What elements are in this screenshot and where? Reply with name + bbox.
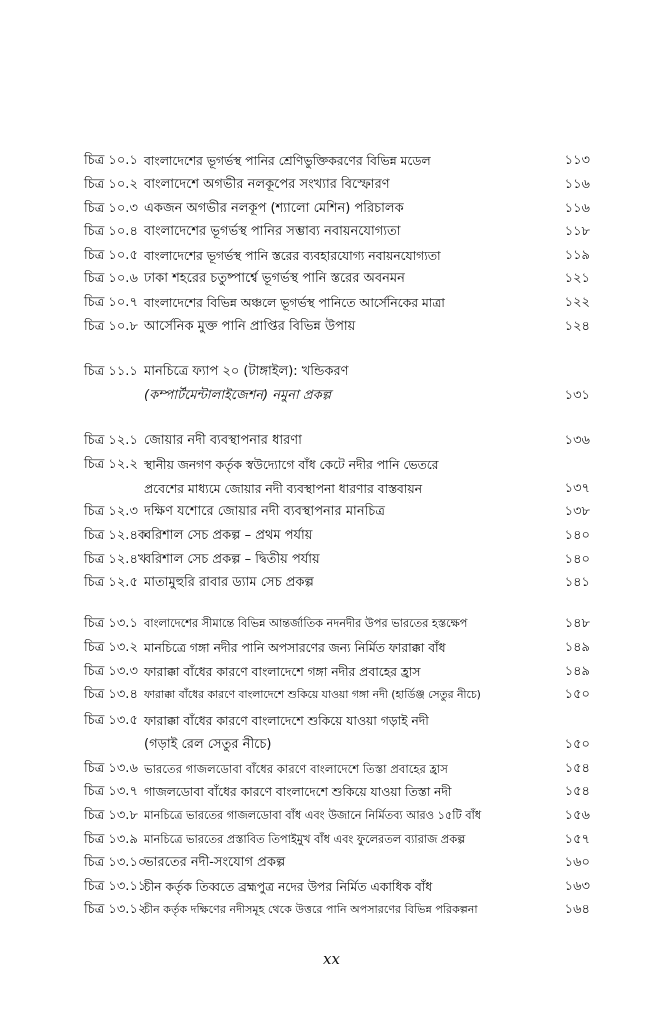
figure-title: ফারাক্কা বাঁধের কারণে বাংলাদেশে গঙ্গা নদীর প্রবাহের হ্রাস [144,665,421,679]
toc-entry [0,710,663,732]
figure-title: বাংলাদেশের ভূগর্ভস্থ পানির সম্ভাব্য নবায়নযোগ্যতা [144,224,401,239]
page-number: ১৬৩ [564,879,590,894]
page-number: ১১৩ [564,153,590,168]
toc-entry [0,899,663,921]
figure-title: বাংলাদেশে অগভীর নলকূপের সংখ্যার বিস্ফোরণ [144,177,390,192]
figure-title: ভারতের গাজলডোবা বাঁধের কারণে বাংলাদেশে তিস্তা প্রবাহের হ্রাস [144,762,448,776]
figure-label: চিত্র ১৩.৮ [84,808,138,823]
toc-entry [0,637,663,659]
page-number: ১৫৪ [564,784,590,799]
toc-entry [0,572,663,594]
toc-entry-continuation [0,734,663,756]
toc-entry [0,198,663,220]
toc-entry [0,758,663,780]
toc-entry [0,525,663,547]
figure-title: বাংলাদেশের সীমান্তে বিভিন্ন আন্তর্জাতিক নদনদীর উপর ভারতের হস্তক্ষেপ [144,617,468,630]
toc-entry [0,501,663,523]
figure-title: আর্সেনিক মুক্ত পানি প্রাপ্তির বিভিন্ন উপায় [144,319,356,334]
toc-entry [0,852,663,874]
page-number: ১৩১ [564,388,590,403]
toc-entry [0,430,663,452]
figure-title: একজন অগভীর নলকূপ (শ্যালো মেশিন) পরিচালক [144,201,404,216]
figure-label: চিত্র ১০.৪ [84,224,138,239]
figure-label: চিত্র ১৩.৭ [84,784,138,799]
figure-label: চিত্র ১০.৩ [84,201,138,216]
figure-label: চিত্র ১২.১ [84,433,138,448]
page-number: ১১৯ [564,248,590,263]
figure-title: মাতামুহুরি রাবার ড্যাম সেচ প্রকল্প [144,575,314,590]
page-number: ১১৬ [564,177,590,192]
figure-title: চীন কর্তৃক তিব্বতে ব্রহ্মপুত্র নদের উপর নির্মিত একাধিক বাঁধ [144,880,433,894]
page-number: ১৪১ [564,575,590,590]
figure-title: ঢাকা শহরের চতুষ্পার্শ্বে ভূগর্ভস্থ পানি স্তরের অবনমন [144,271,405,286]
figure-label: চিত্র ১২.৩ [84,504,138,519]
toc-entry-continuation [0,478,663,500]
figure-label: চিত্র ১৩.২ [84,640,138,655]
page-number: ১৪৮ [564,616,590,631]
page-number: ১৫০ [564,687,590,702]
toc-entry [0,549,663,571]
figure-title: ফারাক্কা বাঁধের কারণে বাংলাদেশে শুকিয়ে যাওয়া গড়াই নদী [144,714,429,728]
page-number: ১৫৪ [564,761,590,776]
figure-title: দক্ষিণ যশোরে জোয়ার নদী ব্যবস্থাপনার মানচিত্র [144,504,385,519]
toc-entry [0,805,663,827]
toc-entry [0,876,663,898]
page-number: ১৫৭ [564,832,590,847]
figure-label: চিত্র ১৩.৯ [84,832,138,847]
page-number: ১৬০ [564,855,590,870]
toc-entry-continuation [0,385,663,407]
toc-entry [0,150,663,172]
toc-entry [0,684,663,706]
page-number: ১২১ [564,271,590,286]
figure-label: চিত্র ১০.২ [84,177,138,192]
figure-title: মানচিত্রে ফ্যাপ ২০ (টাঙ্গাইল): খন্ডিকরণ [144,364,349,379]
page-number: ১১৬ [564,201,590,216]
figure-label: চিত্র ১৩.১২ [84,902,147,917]
page-number: ১২৪ [564,319,590,334]
page-number: ১৪৯ [564,640,590,655]
page-number: ১৪৯ [564,664,590,679]
figure-title: স্থানীয় জনগণ কর্তৃক স্বউদ্যোগে বাঁধ কেটে নদীর পানি ভেতরে [144,458,439,472]
figure-title: বাংলাদেশের ভূগর্ভস্থ পানির শ্রেণিভুক্তিকরণের বিভিন্ন মডেল [144,154,431,168]
figure-title: প্রবেশের মাধ্যমে জোয়ার নদী ব্যবস্থাপনা ধারণার বাস্তবায়ন [144,482,422,496]
page-number: ১৩৮ [564,504,590,519]
toc-entry [0,316,663,338]
figure-label: চিত্র ১৩.১১ [84,879,147,894]
figure-title: বাংলাদেশের ভূগর্ভস্থ পানি স্তরের ব্যবহারযোগ্য নবায়নযোগ্যতা [144,249,441,263]
figure-label: চিত্র ১৩.৬ [84,761,138,776]
figure-label: চিত্র ১৩.১০ [84,855,147,870]
page-number: ১৩৬ [564,433,590,448]
toc-entry [0,661,663,683]
figure-title: মানচিত্রে ভারতের গাজলডোবা বাঁধ এবং উজানে নির্মিতব্য আরও ১৫টি বাঁধ [144,809,482,822]
toc-entry [0,361,663,383]
toc-entry [0,245,663,267]
toc-entry [0,174,663,196]
figure-label: চিত্র ১২.৪ক [84,528,147,543]
figure-title: বাংলাদেশের বিভিন্ন অঞ্চলে ভূগর্ভস্থ পানিতে আর্সেনিকের মাত্রা [144,296,445,310]
figure-label: চিত্র ১২.২ [84,457,138,472]
figure-title: (কম্পার্টমেন্টালাইজেশন) নমুনা প্রকল্প [144,388,331,403]
figure-title: মানচিত্রে গঙ্গা নদীর পানি অপসারণের জন্য নির্মিত ফারাক্কা বাঁধ [144,641,446,655]
figure-label: চিত্র ১৩.১ [84,616,138,631]
figure-label: চিত্র ১৩.৩ [84,664,138,679]
page-footer-roman-numeral: xx [323,950,340,968]
figure-title: চীন কর্তৃক দক্ষিণের নদীসমূহ থেকে উত্তরে পানি অপসারণের বিভিন্ন পরিকল্পনা [144,903,478,916]
page-number: ১৪০ [564,552,590,567]
figure-label: চিত্র ১১.১ [84,364,138,379]
toc-entry [0,829,663,851]
figure-title: বরিশাল সেচ প্রকল্প – দ্বিতীয় পর্যায় [144,552,320,567]
toc-entry [0,292,663,314]
page-number: ১৬৪ [564,902,590,917]
figure-label: চিত্র ১৩.৫ [84,713,138,728]
figure-title: মানচিত্রে ভারতের প্রস্তাবিত তিপাইমুখ বাঁধ এবং ফুলেরতল ব্যারাজ প্রকল্প [144,833,466,846]
page-number: ১২২ [564,295,590,310]
page-number: ১১৮ [564,224,590,239]
figure-title: ভারতের নদী-সংযোগ প্রকল্প [144,855,286,870]
figure-label: চিত্র ১২.৪খ [84,552,147,567]
figure-label: চিত্র ১০.৫ [84,248,138,263]
figure-label: চিত্র ১৩.৪ [84,687,138,702]
toc-entry [0,221,663,243]
toc-entry [0,268,663,290]
figure-label: চিত্র ১০.৬ [84,271,138,286]
figure-title: জোয়ার নদী ব্যবস্থাপনার ধারণা [144,433,302,448]
toc-entry [0,781,663,803]
figure-label: চিত্র ১০.৭ [84,295,138,310]
figure-title: ফারাক্কা বাঁধের কারণে বাংলাদেশে শুকিয়ে যাওয়া গঙ্গা নদী (হার্ডিঞ্জ সেতুর নীচে) [144,688,481,701]
toc-entry [0,613,663,635]
figure-title: বরিশাল সেচ প্রকল্প – প্রথম পর্যায় [144,528,313,543]
figure-label: চিত্র ১২.৫ [84,575,138,590]
page-number: ১৫০ [564,737,590,752]
figure-label: চিত্র ১০.১ [84,153,138,168]
figure-label: চিত্র ১০.৮ [84,319,138,334]
page-number: ১৫৬ [564,808,590,823]
figure-title: (গড়াই রেল সেতুর নীচে) [144,737,272,752]
page-number: ১৪০ [564,528,590,543]
page-number: ১৩৭ [564,481,590,496]
toc-entry [0,454,663,476]
figure-title: গাজলডোবা বাঁধের কারণে বাংলাদেশে শুকিয়ে যাওয়া তিস্তা নদী [144,785,452,799]
